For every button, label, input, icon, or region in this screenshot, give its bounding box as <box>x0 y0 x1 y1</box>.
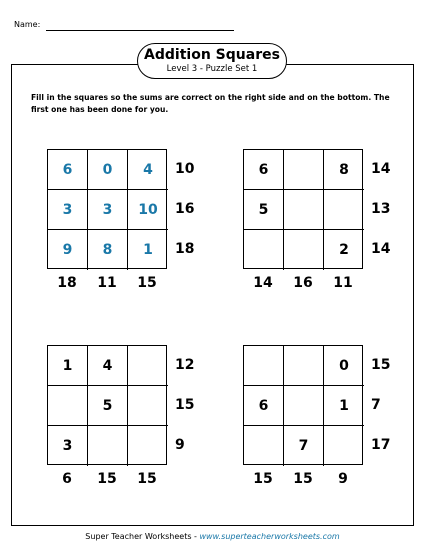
name-line <box>46 30 234 31</box>
grid-cell: 4 <box>128 150 168 190</box>
name-label: Name: <box>14 20 41 29</box>
col-sum: 11 <box>333 275 353 291</box>
grid-cell <box>244 346 284 386</box>
grid-cell: 1 <box>143 242 153 258</box>
puzzle-2 <box>243 149 413 299</box>
grid-cell: 6 <box>48 150 88 190</box>
footer-brand: Super Teacher Worksheets <box>85 532 192 541</box>
grid-cell: 1 <box>48 346 88 386</box>
grid-cell: 8 <box>88 230 128 270</box>
grid-cell <box>244 230 284 270</box>
grid-cell: 6 <box>244 386 284 426</box>
grid-cell: 6 <box>244 150 284 190</box>
row-sum: 16 <box>175 201 195 217</box>
row-sum: 13 <box>371 201 391 217</box>
grid-cell <box>284 150 324 190</box>
row-sum: 17 <box>371 437 391 453</box>
puzzle-grid <box>47 149 167 269</box>
instructions: Fill in the squares so the sums are correct on the right side and on the bottom. The first one has been done for you. <box>31 93 390 114</box>
col-sum: 16 <box>293 275 313 291</box>
grid-cell: 5 <box>244 190 284 230</box>
grid-cell <box>244 426 284 466</box>
grid-cell: 0 <box>324 346 364 386</box>
row-sum: 15 <box>175 397 195 413</box>
puzzle-grid <box>47 345 167 465</box>
row-sum: 9 <box>175 437 185 453</box>
grid-cell: 7 <box>284 426 324 466</box>
col-sum: 15 <box>137 275 157 291</box>
worksheet-title: Addition Squares <box>144 47 280 63</box>
footer <box>0 532 425 541</box>
col-sum: 18 <box>57 275 77 291</box>
puzzle-grid <box>243 149 363 269</box>
col-sum: 15 <box>293 471 313 487</box>
grid-cell: 3 <box>48 426 88 466</box>
grid-cell: 1 <box>324 386 364 426</box>
grid-cell: 3 <box>48 190 88 230</box>
grid-cell <box>128 386 168 426</box>
puzzle-3 <box>47 345 217 495</box>
grid-cell <box>324 426 364 466</box>
col-sum: 11 <box>97 275 117 291</box>
grid-cell <box>324 190 364 230</box>
row-sum: 10 <box>175 161 195 177</box>
col-sum: 14 <box>253 275 273 291</box>
col-sum: 15 <box>137 471 157 487</box>
footer-url[interactable]: www.superteacherworksheets.com <box>199 532 340 541</box>
grid-cell <box>284 190 324 230</box>
puzzle-grid <box>243 345 363 465</box>
grid-cell: 10 <box>128 190 168 230</box>
row-sum: 7 <box>371 397 381 413</box>
grid-cell: 9 <box>48 230 88 270</box>
col-sum: 15 <box>97 471 117 487</box>
puzzle-1 <box>47 149 217 299</box>
grid-cell: 8 <box>324 150 364 190</box>
footer-separator: - <box>191 532 200 541</box>
grid-cell <box>48 386 88 426</box>
col-sum: 15 <box>253 471 273 487</box>
puzzle-4 <box>243 345 413 495</box>
col-sum: 9 <box>338 471 348 487</box>
row-sum: 18 <box>175 241 195 257</box>
grid-cell: 3 <box>88 190 128 230</box>
col-sum: 6 <box>62 471 72 487</box>
grid-cell: 0 <box>88 150 128 190</box>
grid-cell: 4 <box>88 346 128 386</box>
row-sum: 12 <box>175 357 195 373</box>
grid-cell <box>284 386 324 426</box>
worksheet-subtitle: Level 3 - Puzzle Set 1 <box>166 64 258 74</box>
grid-cell <box>284 230 324 270</box>
grid-cell <box>284 346 324 386</box>
name-row <box>14 20 40 29</box>
row-sum: 14 <box>371 241 391 257</box>
grid-cell: 2 <box>339 242 349 258</box>
grid-cell: 5 <box>88 386 128 426</box>
row-sum: 15 <box>371 357 391 373</box>
row-sum: 14 <box>371 161 391 177</box>
title-box <box>137 43 287 79</box>
grid-cell <box>128 426 168 466</box>
grid-cell <box>88 426 128 466</box>
grid-cell <box>128 346 168 386</box>
